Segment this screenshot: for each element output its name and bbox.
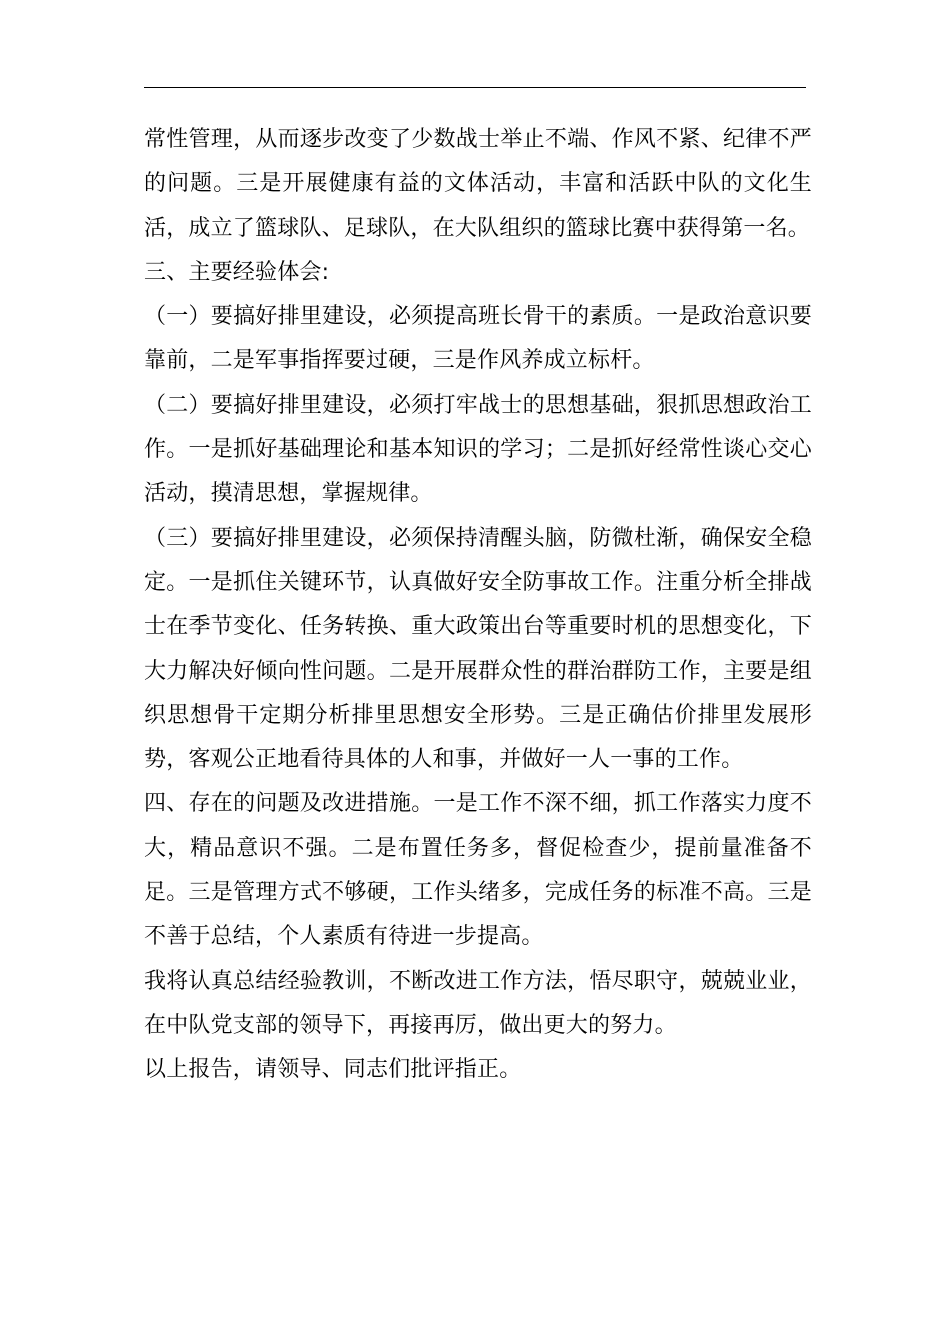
paragraph-problems: 四、存在的问题及改进措施。一是工作不深不细，抓工作落实力度不大，精品意识不强。二是布置任务多，督促检查少，提前量准备不足。三是管理方式不够硬，工作头绪多，完成任务的标准不高。三是不善于总结，个人素质有待进一步提高。: [144, 791, 812, 950]
header-rule: [144, 87, 806, 88]
paragraph-item-2: （二）要搞好排里建设，必须打牢战士的思想基础，狠抓思想政治工作。一是抓好基础理论和基本知识的学习；二是抓好经常性谈心交心活动，摸清思想，掌握规律。: [144, 392, 812, 507]
paragraph-item-3: （三）要搞好排里建设，必须保持清醒头脑，防微杜渐，确保安全稳定。一是抓住关键环节，认真做好安全防事故工作。注重分析全排战士在季节变化、任务转换、重大政策出台等重要时机的思想变化，下大力解决好倾向性问题。二是开展群众性的群治群防工作，主要是组织思想骨干定期分析排里思想安全形势。三是正确估价排里发展形势，客观公正地看待具体的人和事，并做好一人一事的工作。: [144, 525, 812, 773]
paragraph-closing: 以上报告，请领导、同志们批评指正。: [144, 1057, 522, 1083]
paragraph-item-1: （一）要搞好排里建设，必须提高班长骨干的素质。一是政治意识要靠前，二是军事指挥要过硬，三是作风养成立标杆。: [144, 304, 812, 374]
document-body: [144, 118, 812, 1093]
paragraph-commitment: 我将认真总结经验教训，不断改进工作方法，悟尽职守，兢兢业业，在中队党支部的领导下，再接再厉，做出更大的努力。: [144, 968, 812, 1038]
section-heading-experience: 三、主要经验体会:: [144, 259, 330, 285]
paragraph-1: 常性管理，从而逐步改变了少数战士举止不端、作风不紧、纪律不严的问题。三是开展健康有益的文体活动，丰富和活跃中队的文化生活，成立了篮球队、足球队，在大队组织的篮球比赛中获得第一名。: [144, 127, 812, 241]
